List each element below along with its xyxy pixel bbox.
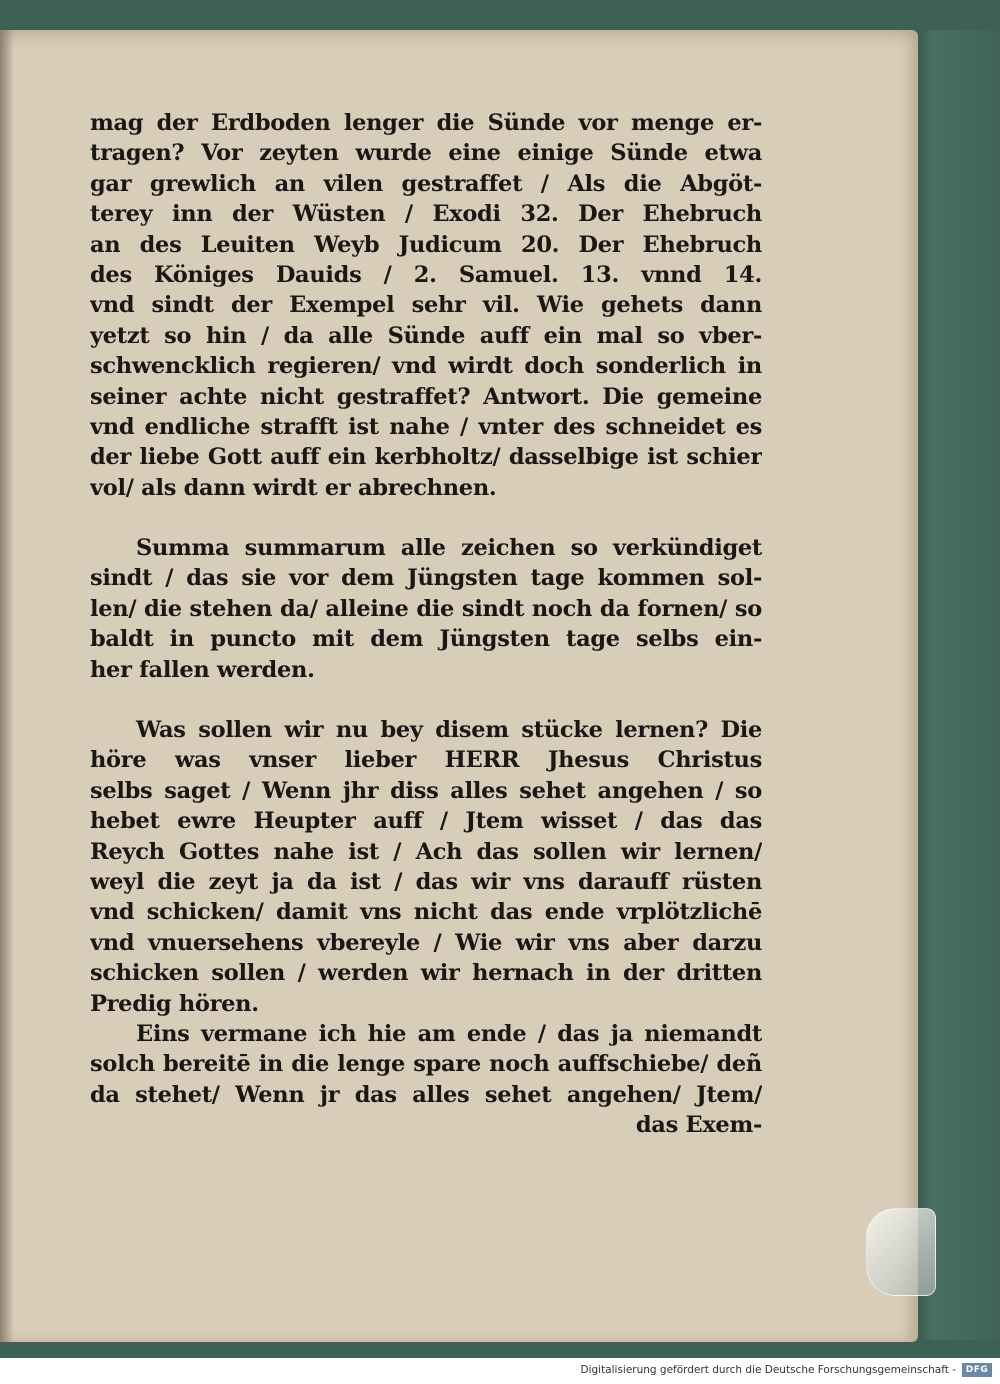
paragraph-gap <box>90 685 762 715</box>
text-line: vnd schicken/ damit vns nicht das ende vrplötzlichē <box>90 899 762 926</box>
text-line: baldt in puncto mit dem Jüngsten tage selbs ein- <box>90 626 762 653</box>
text-line: gar grewlich an vilen gestraffet / Als die Abgöt- <box>90 170 762 197</box>
text-line: Reych Gottes nahe ist / Ach das sollen wir lernen/ <box>90 838 762 865</box>
paragraph-gap <box>90 503 762 533</box>
text-line: des Königes Dauids / 2. Samuel. 13. vnnd 14. <box>90 261 762 288</box>
funding-credit: Digitalisierung gefördert durch die Deutsche Forschungsgemeinschaft - <box>580 1364 956 1376</box>
page-text <box>90 108 762 1141</box>
footer-bar <box>0 1358 1000 1384</box>
text-line: der liebe Gott auff ein kerbholtz/ dasselbige ist schier <box>90 444 762 471</box>
text-line: Predig hören. <box>90 990 259 1017</box>
text-line: mag der Erdboden lenger die Sünde vor menge er- <box>90 110 762 136</box>
text-line: schicken sollen / werden wir hernach in der dritten <box>90 960 762 987</box>
text-line: hebet ewre Heupter auff / Jtem wisset / das das <box>90 808 762 835</box>
text-line: höre was vnser lieber HERR Jhesus Christus <box>90 747 762 774</box>
binding-board-edge <box>905 30 1000 1340</box>
text-line: selbs saget / Wenn jhr diss alles sehet angehen / so <box>90 777 762 804</box>
text-line: schwencklich regieren/ vnd wirdt doch sonderlich in <box>90 353 762 380</box>
text-line: Eins vermane ich hie am ende / das ja niemandt <box>136 1020 762 1047</box>
text-line: seiner achte nicht gestraffet? Antwort. Die gemeine <box>90 383 762 410</box>
text-line: len/ die stehen da/ alleine die sindt noch da fornen/ so <box>90 595 762 622</box>
text-line: Summa summarum alle zeichen so verkündiget <box>136 535 762 562</box>
text-line: weyl die zeyt ja da ist / das wir vns darauff rüsten <box>90 868 762 895</box>
dfg-logo-icon: DFG <box>962 1363 992 1377</box>
text-line: vnd sindt der Exempel sehr vil. Wie gehets dann <box>90 292 762 319</box>
gutter-shadow <box>0 30 14 1342</box>
text-line: vol/ als dann wirdt er abrechnen. <box>90 474 497 501</box>
catchword: das Exem- <box>635 1112 762 1139</box>
text-line: an des Leuiten Weyb Judicum 20. Der Ehebruch <box>90 231 762 258</box>
text-line: solch bereitē in die lenge spare noch auffschiebe/ deñ <box>90 1051 762 1078</box>
text-line: vnd vnuersehens vbereyle / Wie wir vns aber darzu <box>90 929 762 956</box>
text-line: her fallen werden. <box>90 656 315 683</box>
text-line: Was sollen wir nu bey disem stücke lernen? Die <box>136 717 762 744</box>
text-line: vnd endliche strafft ist nahe / vnter des schneidet es <box>90 413 762 440</box>
text-line: tragen? Vor zeyten wurde eine einige Sünde etwa <box>90 140 762 167</box>
text-line: yetzt so hin / da alle Sünde auff ein mal so vber- <box>90 322 762 349</box>
text-line: terey inn der Wüsten / Exodi 32. Der Ehebruch <box>90 201 762 228</box>
text-line: sindt / das sie vor dem Jüngsten tage kommen sol- <box>90 565 762 592</box>
page-clip <box>866 1208 936 1296</box>
text-line: da stehet/ Wenn jr das alles sehet angehen/ Jtem/ <box>90 1081 762 1108</box>
